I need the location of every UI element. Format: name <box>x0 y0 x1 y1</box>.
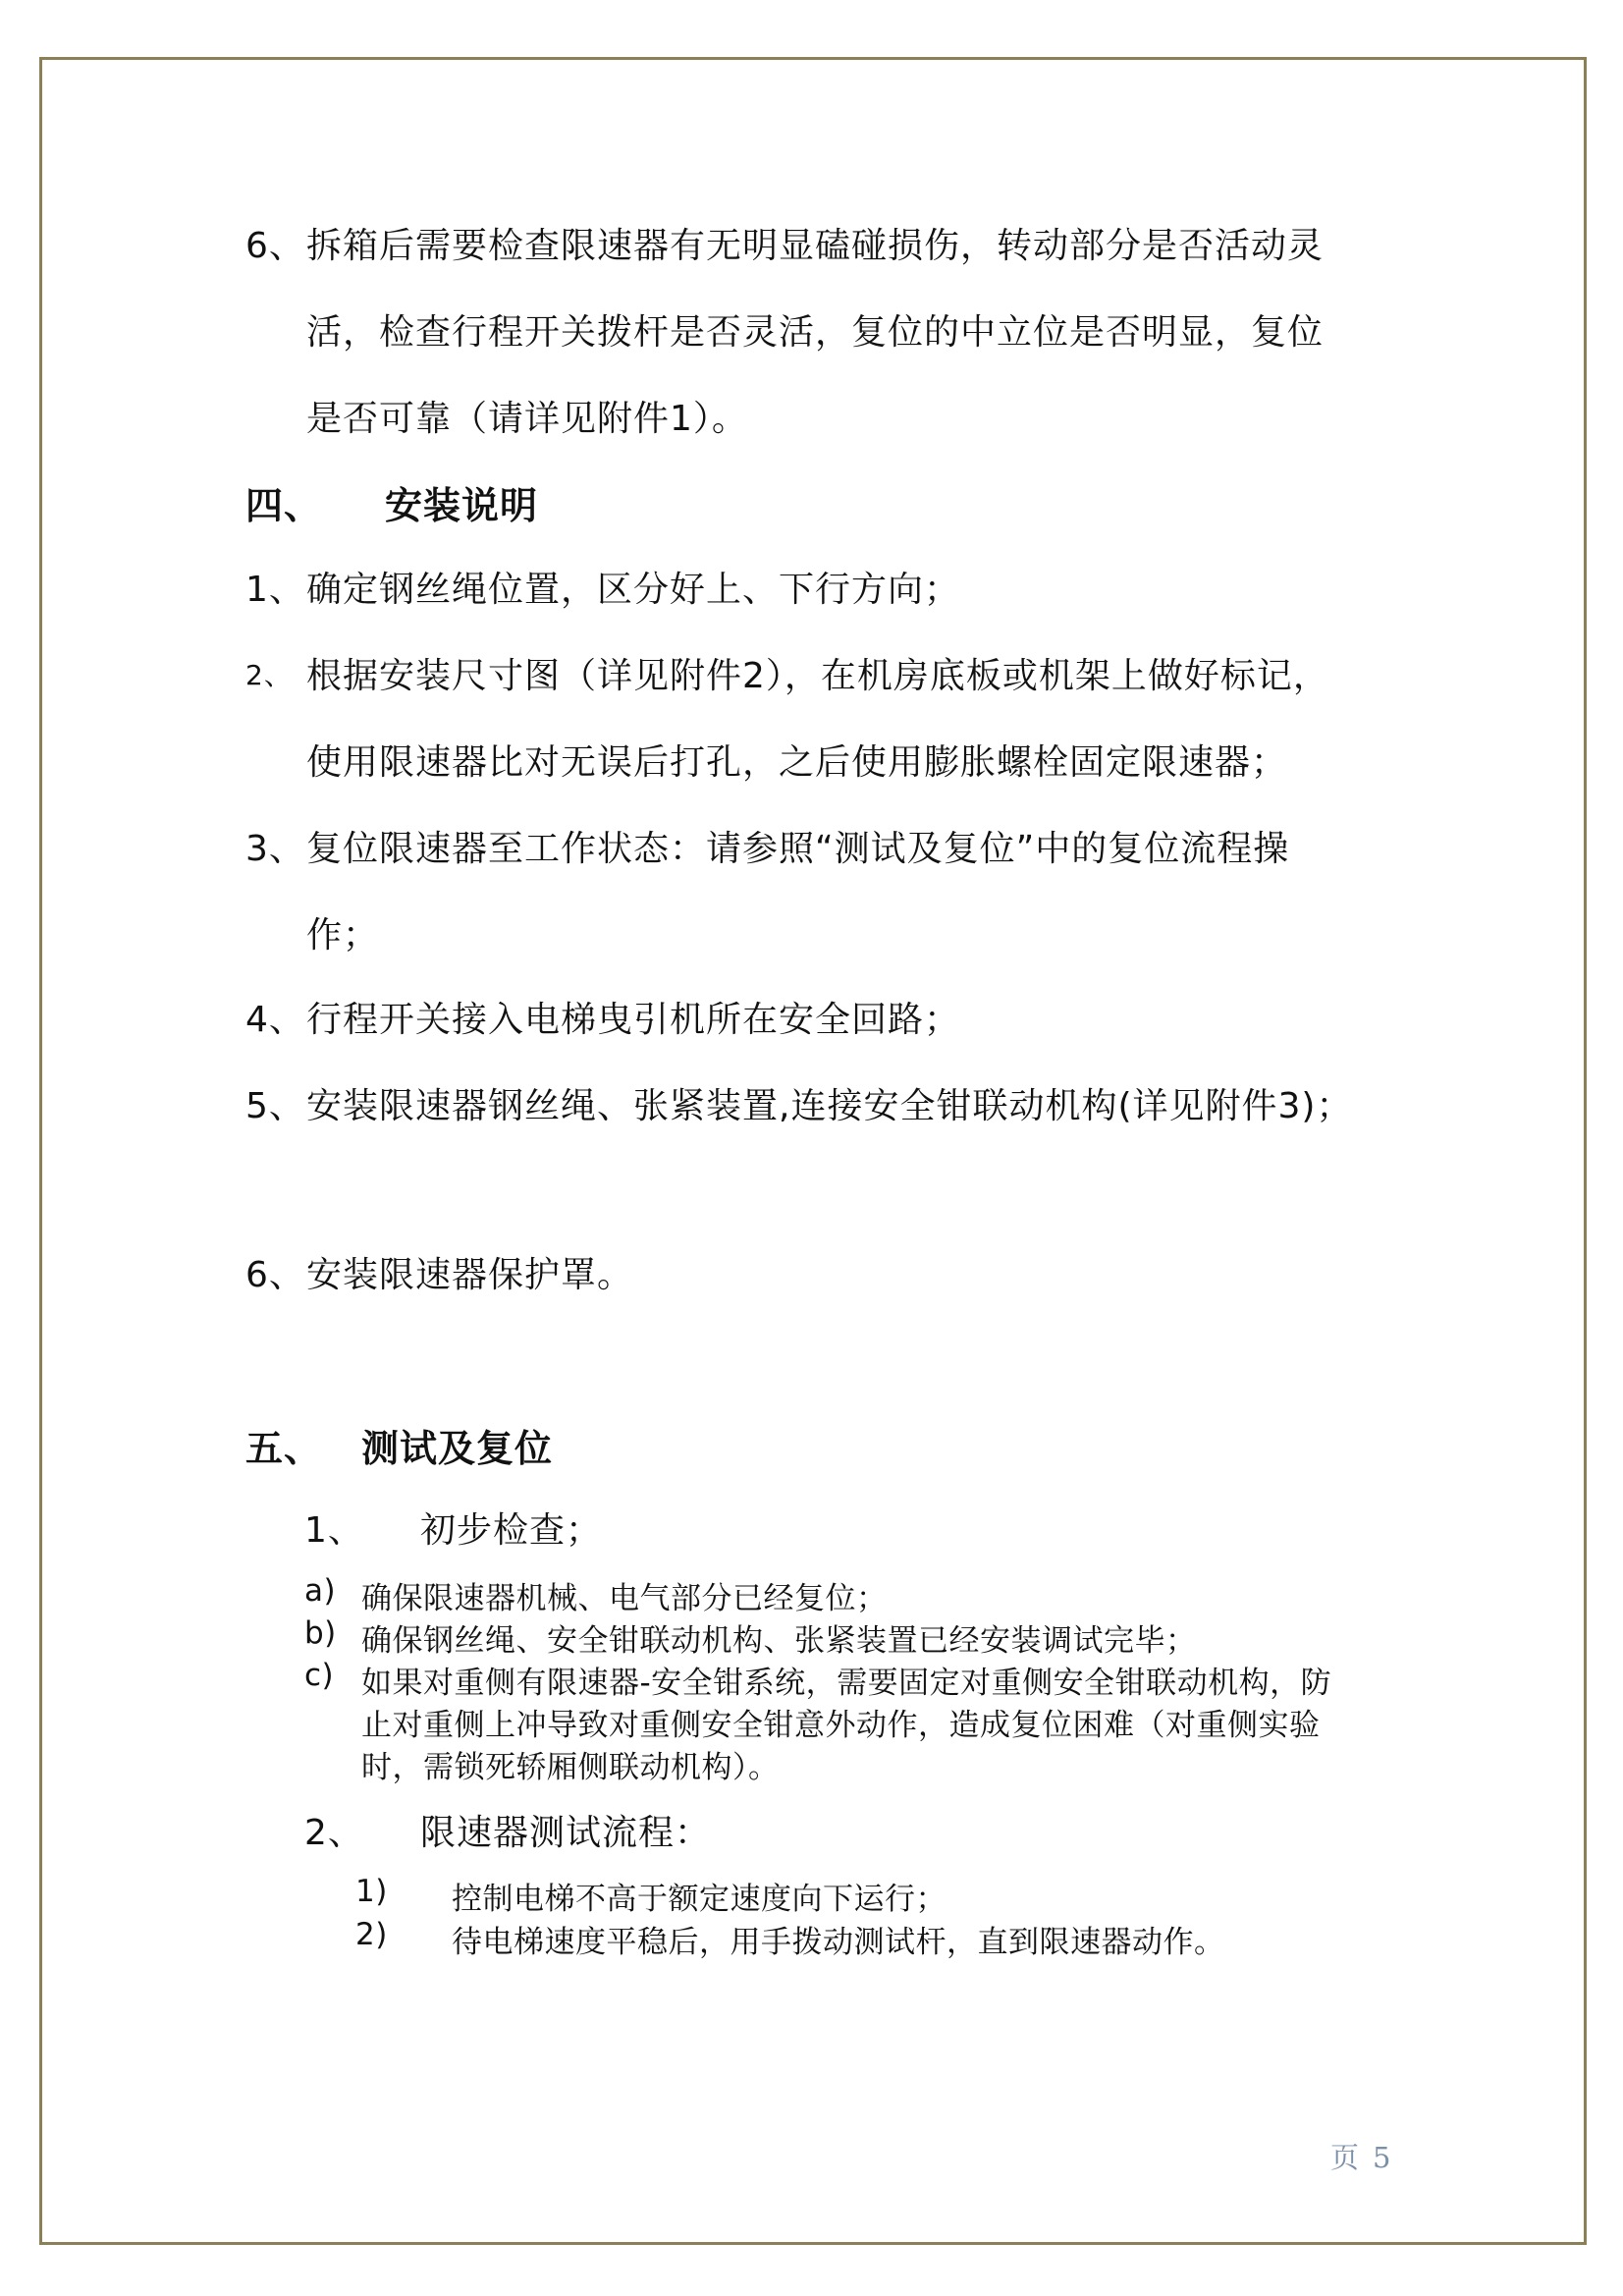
list-item-marker: 2) <box>355 1917 388 1952</box>
section-title: 测试及复位 <box>361 1427 554 1470</box>
list-item-text: 控制电梯不高于额定速度向下运行； <box>452 1882 947 1917</box>
list-item-text: 行程开关接入电梯曳引机所在安全回路； <box>306 1000 961 1040</box>
list-item-text: 时，需锁死轿厢侧联动机构）。 <box>361 1750 780 1785</box>
page-number: 5 <box>1373 2141 1393 2174</box>
list-item-marker: a) <box>304 1573 337 1609</box>
section-number: 五、 <box>245 1427 323 1470</box>
section-title: 安装说明 <box>385 484 539 527</box>
subsection-number: 2、 <box>304 1813 364 1853</box>
list-item-text: 安装限速器保护罩。 <box>306 1255 634 1295</box>
item-text-line: 是否可靠（请详见附件1）。 <box>306 399 748 439</box>
list-item-marker: c) <box>304 1658 335 1693</box>
subsection-number: 1、 <box>304 1510 364 1551</box>
item-text-line: 拆箱后需要检查限速器有无明显磕碰损伤，转动部分是否活动灵 <box>306 226 1325 266</box>
section-number: 四、 <box>245 484 323 527</box>
subsection-title: 限速器测试流程： <box>420 1813 712 1853</box>
list-item-number: 1、 <box>245 570 305 610</box>
list-item-number: 6、 <box>245 1255 305 1295</box>
list-item-marker: b) <box>304 1615 337 1651</box>
subsection-title: 初步检查； <box>420 1510 603 1551</box>
list-item-text: 止对重侧上冲导致对重侧安全钳意外动作，造成复位困难（对重侧实验 <box>361 1708 1321 1743</box>
list-item-text: 使用限速器比对无误后打孔，之后使用膨胀螺栓固定限速器； <box>306 742 1288 783</box>
page-number-footer <box>1330 2136 1404 2176</box>
list-item-text: 根据安装尺寸图（详见附件2），在机房底板或机架上做好标记， <box>306 656 1329 696</box>
item-text-line: 活，检查行程开关拨杆是否灵活，复位的中立位是否明显，复位 <box>306 312 1325 353</box>
list-item-text: 确定钢丝绳位置，区分好上、下行方向； <box>306 570 961 610</box>
list-item-marker: 1) <box>355 1874 388 1909</box>
list-item-number: 4、 <box>245 1000 305 1040</box>
list-item-number: 2、 <box>245 659 293 691</box>
list-item-number: 3、 <box>245 829 305 869</box>
item-number: 6、 <box>245 226 305 266</box>
list-item-text: 复位限速器至工作状态：请参照“测试及复位”中的复位流程操 <box>306 829 1290 869</box>
list-item-text: 确保钢丝绳、安全钳联动机构、张紧装置已经安装调试完毕； <box>361 1623 1197 1659</box>
list-item-text: 确保限速器机械、电气部分已经复位； <box>361 1581 888 1616</box>
list-item-text: 如果对重侧有限速器-安全钳系统，需要固定对重侧安全钳联动机构，防 <box>361 1666 1332 1701</box>
list-item-text: 作； <box>306 915 380 956</box>
list-item-text: 安装限速器钢丝绳、张紧装置,连接安全钳联动机构(详见附件3)； <box>306 1086 1353 1126</box>
list-item-text: 待电梯速度平稳后，用手拨动测试杆，直到限速器动作。 <box>452 1925 1225 1960</box>
page-label: 页 <box>1330 2141 1362 2174</box>
list-item-number: 5、 <box>245 1086 305 1126</box>
